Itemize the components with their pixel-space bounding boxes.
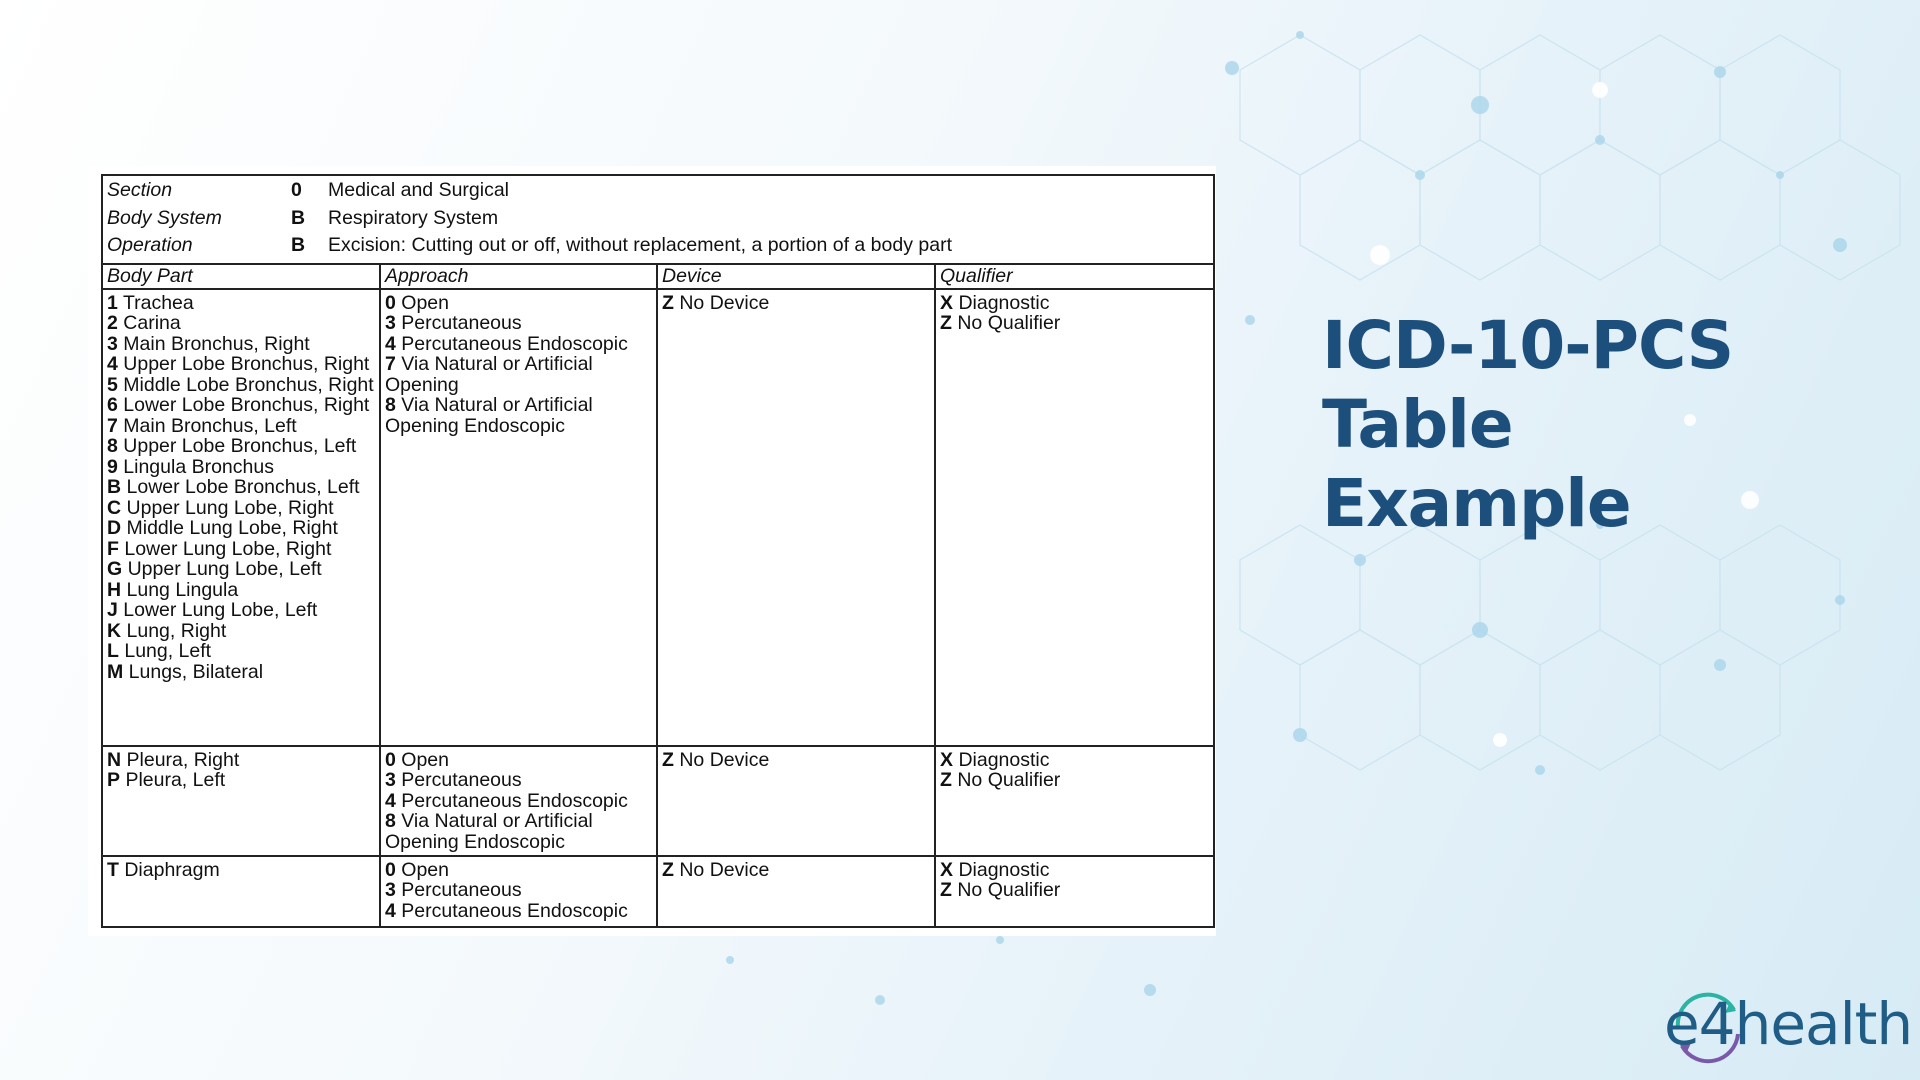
qualifier-cell: [935, 856, 1214, 927]
table-entry: [107, 436, 375, 457]
entry-code: 8: [385, 810, 396, 832]
header-code: B: [291, 234, 306, 256]
header-label: Operation: [107, 234, 193, 256]
entry-label: Lungs, Bilateral: [128, 660, 264, 683]
entry-code: B: [107, 476, 122, 498]
table-entry: [385, 354, 652, 395]
table-entry: [107, 457, 375, 478]
column-header-body-part: Body Part: [102, 264, 380, 289]
table-entry: [107, 662, 375, 683]
body-part-cell: [102, 746, 380, 856]
entry-label: Middle Lung Lobe, Right: [126, 517, 338, 539]
table-entry: [107, 498, 375, 519]
approach-cell: [380, 856, 657, 927]
entry-code: 5: [107, 373, 118, 396]
entry-label: No Qualifier: [957, 312, 1061, 334]
entry-code: Z: [940, 769, 952, 791]
table-entry: [385, 395, 652, 436]
slide-title-line: Table: [1322, 386, 1513, 463]
table-header-line: [107, 235, 1209, 263]
entry-code: Z: [940, 312, 952, 334]
entry-label: Percutaneous: [401, 312, 522, 334]
table-entry: [107, 313, 375, 334]
table-header-block: [102, 175, 1214, 264]
entry-code: T: [107, 858, 119, 881]
entry-code: X: [940, 291, 954, 314]
table-entry: [107, 600, 375, 621]
table-entry: [107, 539, 375, 560]
entry-label: Open: [401, 748, 449, 771]
table-entry: [385, 770, 652, 791]
table-entry: [107, 860, 375, 881]
table-entry: [107, 293, 375, 314]
entry-label: Upper Lobe Bronchus, Left: [123, 435, 357, 457]
table-entry: [940, 770, 1209, 791]
table-entry: [662, 293, 930, 314]
logo-wordmark: e4health: [1664, 990, 1913, 1058]
device-cell: [657, 289, 935, 746]
entry-label: Lower Lung Lobe, Left: [123, 599, 318, 621]
table-entry: [385, 811, 652, 852]
entry-code: 1: [107, 291, 118, 314]
entry-code: H: [107, 578, 122, 601]
entry-code: Z: [940, 879, 952, 901]
entry-code: 3: [385, 879, 396, 901]
column-header-row: [102, 264, 1214, 289]
header-label: Body System: [107, 206, 222, 229]
column-header-approach: Approach: [380, 264, 657, 289]
header-description: Excision: Cutting out or off, without replacement, a portion of a body part: [328, 234, 952, 256]
table-entry: [107, 354, 375, 375]
header-code: B: [291, 206, 306, 229]
entry-code: 6: [107, 394, 118, 416]
entry-code: N: [107, 748, 122, 771]
table-entry: [662, 750, 930, 771]
table-entry: [385, 334, 652, 355]
table-header-line: [107, 180, 1209, 208]
table-entry: [385, 860, 652, 881]
entry-label: Lung Lingula: [126, 578, 239, 601]
entry-code: 0: [385, 858, 396, 881]
entry-code: 4: [385, 899, 396, 922]
column-header-qualifier: Qualifier: [935, 264, 1214, 289]
entry-code: F: [107, 537, 119, 560]
entry-label: No Qualifier: [957, 769, 1061, 791]
entry-label: Diaphragm: [124, 858, 220, 881]
entry-label: Trachea: [122, 291, 194, 314]
entry-code: 3: [385, 312, 396, 334]
entry-code: 7: [385, 353, 396, 375]
entry-label: Lung, Left: [124, 640, 212, 662]
entry-code: Z: [662, 748, 674, 771]
approach-cell: [380, 289, 657, 746]
qualifier-cell: [935, 746, 1214, 856]
entry-code: 0: [385, 748, 396, 771]
header-code: 0: [291, 179, 302, 201]
entry-code: 7: [107, 414, 118, 437]
table-entry: [385, 750, 652, 771]
entry-code: 4: [385, 332, 396, 355]
entry-code: L: [107, 640, 119, 662]
e4health-logo: [1664, 988, 1913, 1068]
slide-title-line: Example: [1322, 465, 1631, 542]
table-entry: [940, 293, 1209, 314]
entry-label: Percutaneous Endoscopic: [401, 332, 628, 355]
entry-label: Main Bronchus, Right: [123, 332, 310, 355]
entry-code: G: [107, 558, 123, 580]
entry-code: Z: [662, 291, 674, 314]
entry-label: Diagnostic: [958, 291, 1050, 314]
table-entry: [385, 880, 652, 901]
entry-label: Upper Lobe Bronchus, Right: [123, 353, 370, 375]
table-entry: [107, 518, 375, 539]
table-entry: [107, 416, 375, 437]
entry-label: Lower Lung Lobe, Right: [124, 537, 332, 560]
entry-code: P: [107, 769, 121, 791]
table-entry: [940, 313, 1209, 334]
entry-label: Open: [401, 291, 449, 314]
entry-code: 3: [107, 332, 118, 355]
entry-code: 3: [385, 769, 396, 791]
slide-title-line: ICD-10-PCS: [1322, 307, 1734, 384]
entry-code: 4: [107, 353, 118, 375]
table-entry: [940, 880, 1209, 901]
entry-label: Upper Lung Lobe, Right: [126, 496, 334, 519]
table-entry: [107, 580, 375, 601]
device-cell: [657, 856, 935, 927]
table-entry: [107, 395, 375, 416]
entry-label: No Device: [679, 291, 770, 314]
device-cell: [657, 746, 935, 856]
table-row: [102, 289, 1214, 746]
body-part-cell: [102, 856, 380, 927]
entry-label: Lung, Right: [126, 619, 227, 642]
table-entry: [107, 750, 375, 771]
entry-code: M: [107, 660, 124, 683]
body-part-cell: [102, 289, 380, 746]
entry-label: Lingula Bronchus: [123, 455, 274, 478]
table-entry: [385, 293, 652, 314]
entry-code: X: [940, 858, 954, 881]
entry-label: Upper Lung Lobe, Left: [127, 558, 322, 580]
header-label: Section: [107, 179, 173, 201]
table-entry: [107, 621, 375, 642]
entry-code: 0: [385, 291, 396, 314]
table-entry: [662, 860, 930, 881]
entry-code: 8: [385, 394, 396, 416]
table-entry: [940, 860, 1209, 881]
approach-cell: [380, 746, 657, 856]
entry-label: Percutaneous: [401, 769, 522, 791]
entry-label: Via Natural or Artificial Opening Endoscopic: [385, 394, 593, 437]
header-description: Respiratory System: [328, 206, 499, 229]
entry-label: Pleura, Right: [126, 748, 240, 771]
qualifier-cell: [935, 289, 1214, 746]
table-entry: [385, 901, 652, 922]
entry-code: 8: [107, 435, 118, 457]
table-row: [102, 746, 1214, 856]
entry-code: X: [940, 748, 954, 771]
table-entry: [107, 641, 375, 662]
table-header-line: [107, 208, 1209, 236]
table-entry: [107, 559, 375, 580]
entry-label: Percutaneous Endoscopic: [401, 899, 628, 922]
entry-label: Percutaneous: [401, 879, 522, 901]
entry-label: Pleura, Left: [125, 769, 226, 791]
entry-code: C: [107, 496, 122, 519]
entry-label: Diagnostic: [958, 748, 1050, 771]
table-row: [102, 856, 1214, 927]
entry-code: 9: [107, 455, 118, 478]
table-entry: [385, 313, 652, 334]
entry-label: Via Natural or Artificial Opening: [385, 353, 593, 396]
table-entry: [107, 334, 375, 355]
entry-label: Open: [401, 858, 449, 881]
entry-label: Diagnostic: [958, 858, 1050, 881]
icd-10-pcs-table: [101, 174, 1215, 928]
entry-label: Lower Lobe Bronchus, Right: [123, 394, 370, 416]
entry-code: D: [107, 517, 122, 539]
table-entry: [107, 477, 375, 498]
slide-title: [1322, 306, 1882, 543]
entry-label: Main Bronchus, Left: [123, 414, 297, 437]
entry-label: No Device: [679, 748, 770, 771]
entry-label: Middle Lobe Bronchus, Right: [123, 373, 374, 396]
entry-code: 4: [385, 789, 396, 812]
entry-code: K: [107, 619, 122, 642]
table-entry: [107, 770, 375, 791]
entry-label: Lower Lobe Bronchus, Left: [126, 476, 360, 498]
entry-label: No Qualifier: [957, 879, 1061, 901]
entry-label: Percutaneous Endoscopic: [401, 789, 628, 812]
table-header-cell: [102, 175, 1214, 264]
entry-code: 2: [107, 312, 118, 334]
header-description: Medical and Surgical: [328, 179, 510, 201]
table-entry: [385, 791, 652, 812]
table-entry: [107, 375, 375, 396]
table-entry: [940, 750, 1209, 771]
entry-code: J: [107, 599, 118, 621]
entry-label: Carina: [123, 312, 181, 334]
pcs-table-card: [88, 166, 1216, 936]
entry-label: Via Natural or Artificial Opening Endoscopic: [385, 810, 593, 853]
entry-code: Z: [662, 858, 674, 881]
column-header-device: Device: [657, 264, 935, 289]
entry-label: No Device: [679, 858, 770, 881]
